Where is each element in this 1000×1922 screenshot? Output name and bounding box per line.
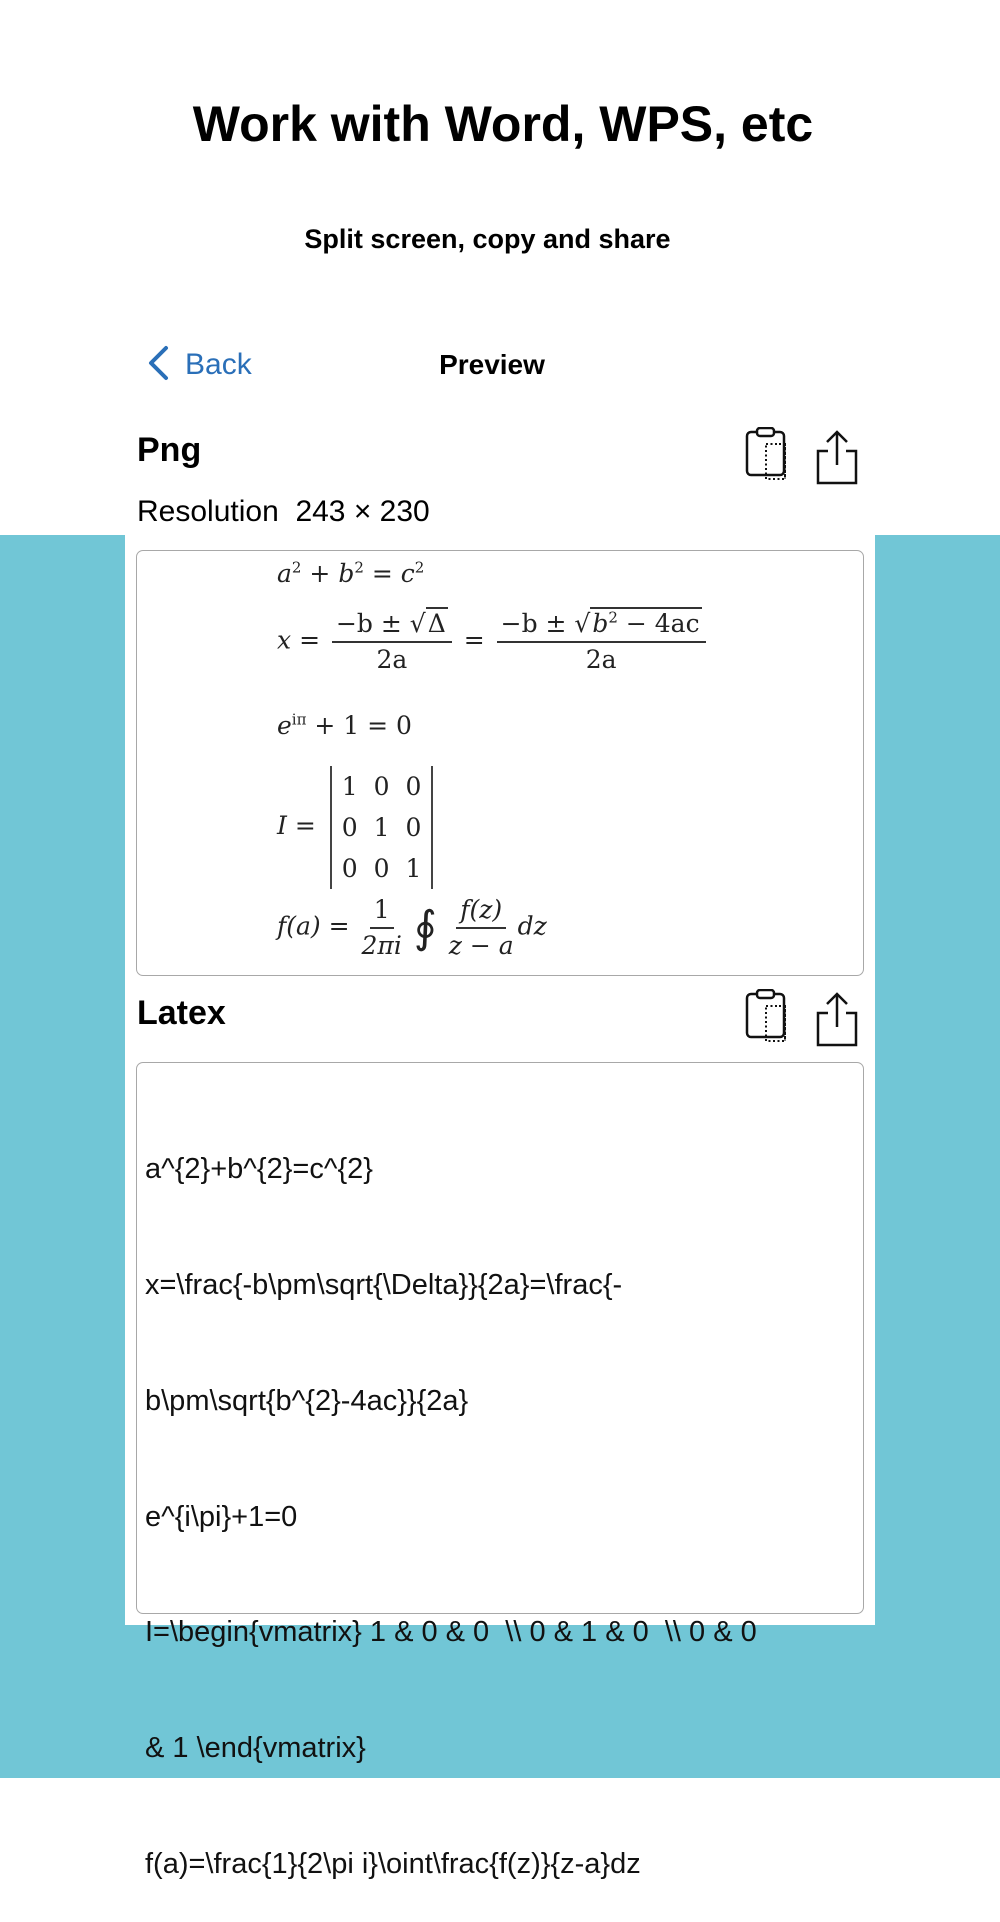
resolution-label: Resolution	[137, 495, 279, 528]
var-b: b	[338, 559, 355, 588]
denominator: 2a	[585, 645, 617, 674]
denominator: z − a	[448, 931, 514, 960]
share-icon	[815, 991, 859, 1047]
exp: 2	[414, 558, 425, 577]
denominator: 2πi	[361, 931, 402, 960]
var-e: e	[277, 711, 292, 740]
hero-title: Work with Word, WPS, etc	[192, 96, 814, 152]
numerator: 1	[370, 895, 394, 929]
latex-text-area[interactable]	[136, 1062, 864, 1880]
page-title: Preview	[439, 349, 545, 380]
latex-line: & 1 \end{vmatrix}	[145, 1732, 366, 1765]
var-a: a	[277, 559, 292, 588]
term: − 4ac	[617, 609, 700, 638]
hero-subtitle: Split screen, copy and share	[304, 224, 671, 254]
lhs: f(a) =	[277, 911, 350, 941]
fraction	[332, 609, 452, 675]
clipboard-copy-icon	[745, 989, 799, 1045]
latex-line: a^{2}+b^{2}=c^{2}	[145, 1153, 373, 1186]
png-section-label: Png	[137, 431, 202, 469]
var-b: b	[592, 609, 609, 638]
back-label: Back	[185, 348, 252, 381]
op-plus: +	[309, 559, 331, 588]
fraction	[362, 895, 402, 961]
exp: 2	[291, 558, 302, 577]
formula-euler	[277, 711, 412, 740]
formula-quadratic	[277, 609, 710, 675]
latex-line: x=\frac{-b\pm\sqrt{\Delta}}{2a}=\frac{-	[145, 1268, 623, 1301]
var-c: c	[400, 559, 415, 588]
latex-section-label: Latex	[137, 994, 226, 1032]
latex-line: e^{i\pi}+1=0	[145, 1500, 298, 1533]
png-share-button[interactable]	[815, 429, 859, 485]
resolution-value: 243 × 230	[295, 495, 430, 528]
term: + 1 = 0	[306, 711, 412, 740]
latex-line: I=\begin{vmatrix} 1 & 0 & 0 \\ 0 & 1 & 0 \\ 0 & 0	[145, 1616, 757, 1649]
latex-line: b\pm\sqrt{b^{2}-4ac}}{2a}	[145, 1384, 469, 1417]
contour-integral: ∮	[413, 902, 437, 953]
lhs: I =	[277, 811, 316, 840]
matrix-cell: 1	[373, 813, 390, 842]
resolution-info	[137, 494, 430, 530]
matrix-cell: 0	[405, 813, 422, 842]
fraction	[449, 895, 514, 961]
matrix-cell: 0	[341, 854, 358, 883]
matrix-cell: 0	[373, 772, 390, 801]
png-preview-box	[136, 550, 864, 976]
png-copy-button[interactable]	[745, 427, 799, 483]
exp: iπ	[291, 710, 307, 729]
formula-identity-matrix	[277, 766, 433, 889]
numerator: f(z)	[456, 895, 506, 929]
differential: dz	[517, 911, 547, 941]
op-eq: =	[463, 625, 485, 655]
exp: 2	[608, 608, 618, 627]
share-icon	[815, 429, 859, 485]
formula-pythagoras	[277, 559, 424, 588]
matrix-cell: 1	[341, 772, 358, 801]
numerator: −b ± √	[500, 609, 591, 638]
matrix-cell: 0	[373, 854, 390, 883]
numerator: −b ± √	[335, 609, 426, 638]
var-x: x	[277, 625, 292, 655]
matrix-cell: 0	[341, 813, 358, 842]
latex-line: f(a)=\frac{1}{2\pi i}\oint\frac{f(z)}{z-a}dz	[145, 1847, 641, 1880]
matrix-cell: 0	[405, 772, 422, 801]
clipboard-copy-icon	[745, 427, 799, 483]
matrix-cell: 1	[405, 854, 422, 883]
matrix	[330, 766, 434, 889]
back-button[interactable]	[144, 340, 252, 390]
formula-cauchy	[277, 895, 547, 961]
op-eq: =	[299, 625, 321, 655]
denominator: 2a	[376, 645, 408, 674]
fraction	[497, 609, 706, 675]
latex-copy-button[interactable]	[745, 989, 799, 1045]
latex-share-button[interactable]	[815, 991, 859, 1047]
delta: Δ	[427, 609, 446, 638]
exp: 2	[354, 558, 364, 577]
op-eq: =	[371, 559, 393, 588]
navigation-bar	[0, 340, 1000, 390]
chevron-left-icon	[144, 343, 172, 388]
